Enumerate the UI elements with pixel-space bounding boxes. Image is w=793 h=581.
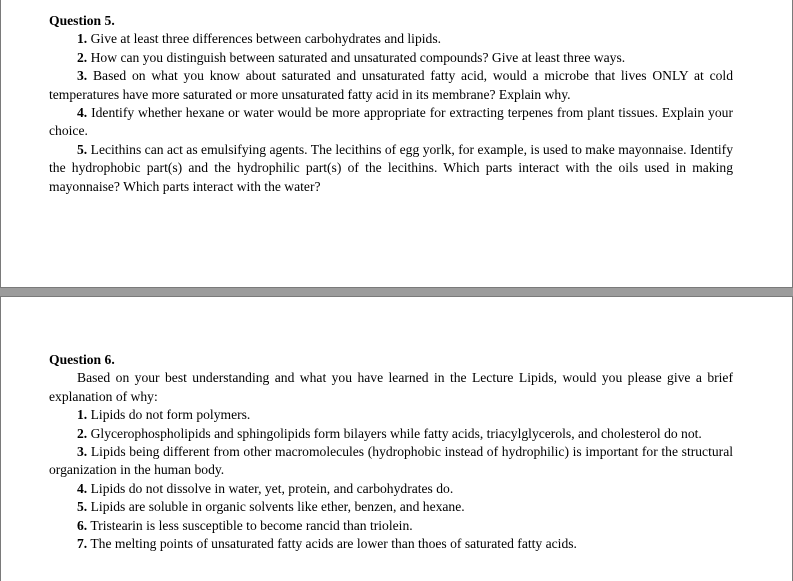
question-6-item-1 xyxy=(49,406,733,424)
page-separator xyxy=(0,288,793,296)
question-6-item-7 xyxy=(49,535,733,553)
question-6-section xyxy=(49,351,733,553)
item-number: 5. xyxy=(77,499,88,515)
question-6-item-4 xyxy=(49,480,733,498)
item-number: 2. xyxy=(77,425,88,441)
document-page-2 xyxy=(0,296,793,581)
item-text: Based on what you know about saturated and unsaturated fatty acid, would a microbe that lives ONLY at cold temperatures have more saturated or more unsaturated fatty acid in its membrane? Explain why. xyxy=(49,68,733,102)
question-5-item-1 xyxy=(49,30,733,48)
item-number: 3. xyxy=(77,68,88,84)
question-6-item-6 xyxy=(49,517,733,535)
item-number: 3. xyxy=(77,444,88,460)
item-text: The melting points of unsaturated fatty acids are lower than thoes of saturated fatty acids. xyxy=(90,536,577,552)
question-5-item-3 xyxy=(49,67,733,104)
item-text: Lipids are soluble in organic solvents like ether, benzen, and hexane. xyxy=(90,499,465,515)
item-number: 1. xyxy=(77,31,88,47)
item-number: 4. xyxy=(77,105,88,121)
item-text: Tristearin is less susceptible to become rancid than triolein. xyxy=(90,517,413,533)
item-number: 4. xyxy=(77,480,88,496)
question-5-item-5 xyxy=(49,141,733,196)
question-5-title: Question 5. xyxy=(49,13,115,28)
item-number: 2. xyxy=(77,49,88,65)
question-6-title: Question 6. xyxy=(49,352,115,367)
question-5-item-2 xyxy=(49,49,733,67)
item-text: Lipids do not dissolve in water, yet, protein, and carbohydrates do. xyxy=(90,480,454,496)
question-6-item-5 xyxy=(49,498,733,516)
document-page-1 xyxy=(0,0,793,288)
item-number: 5. xyxy=(77,141,88,157)
item-text: How can you distinguish between saturated and unsaturated compounds? Give at least three ways. xyxy=(90,49,626,65)
item-text: Lecithins can act as emulsifying agents. The lecithins of egg yorlk, for example, is used to make mayonnaise. Identify the hydrophobic part(s) and the hydrophilic part(s) of the lecithins. Which parts interact with the oils used in making mayonnaise? Which parts interact with the water? xyxy=(49,141,733,194)
question-6-intro: Based on your best understanding and what you have learned in the Lecture Lipids, would you please give a brief explanation of why: xyxy=(49,370,733,404)
item-text: Identify whether hexane or water would be more appropriate for extracting terpenes from plant tissues. Explain your choice. xyxy=(49,105,733,139)
item-text: Glycerophospholipids and sphingolipids form bilayers while fatty acids, triacylglycerols, and cholesterol do not. xyxy=(90,425,702,441)
item-text: Give at least three differences between carbohydrates and lipids. xyxy=(90,31,442,47)
item-text: Lipids being different from other macromolecules (hydrophobic instead of hydrophilic) is important for the structural organization in the human body. xyxy=(49,444,734,478)
item-text: Lipids do not form polymers. xyxy=(90,407,251,423)
item-number: 6. xyxy=(77,517,88,533)
item-number: 1. xyxy=(77,407,88,423)
item-number: 7. xyxy=(77,536,88,552)
question-5-section xyxy=(49,12,733,196)
question-6-item-3 xyxy=(49,443,733,480)
question-5-item-4 xyxy=(49,104,733,141)
question-6-item-2 xyxy=(49,425,733,443)
